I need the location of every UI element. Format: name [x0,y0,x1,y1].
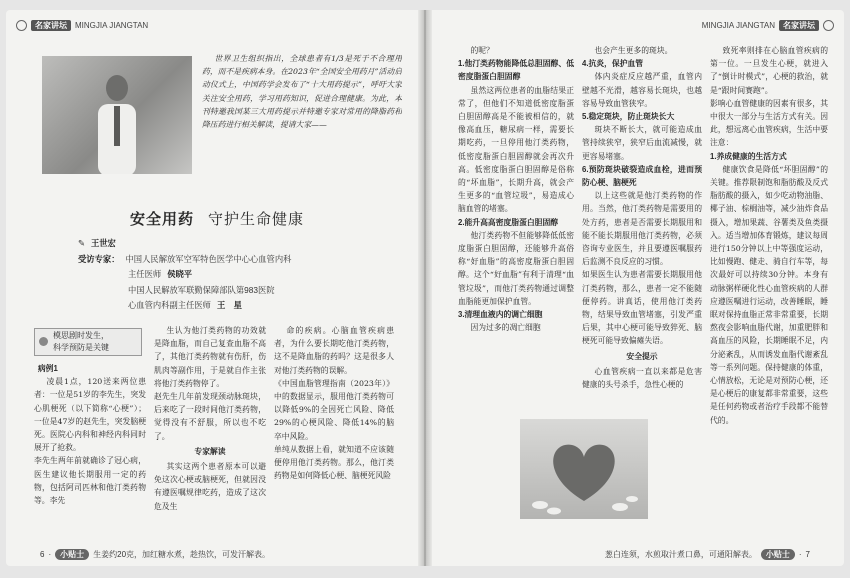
page-number: 6 [40,550,45,559]
left-footer: 6 · 小贴士 生姜约20克，加红糖水煮，趁热饮，可发汗解表。 [40,550,271,559]
section-subtitle: MINGJIA JIANGTAN [75,20,149,30]
section-callout: 模思剧时发生， 科学预防是关键 [34,328,142,356]
expert-name2: 王 星 [216,300,242,311]
point-6-heading: 6.预防斑块破裂造成血栓，进而预防心梗、脑梗死 [582,164,702,188]
point-5-heading: 5.稳定斑块，防止斑块长大 [582,112,675,122]
section-subtitle: MINGJIA JIANGTAN [701,20,775,30]
left-col1: 病例1 凌晨1点，120送来两位患者：一位是51岁的李先生，突发心肌梗死（以下简称“心梗”）；一位是47岁的赵先生，突发脑梗死。医院心内科和神经内科同时展开了抢救。 李先生两年前就确诊了冠心病，医生建议他长期服用一定的药物，包括阿司匹林和他汀类药物等。李先 [34,364,146,506]
expert-line1: 中国人民解放军空军特色医学中心心血管内科 [125,253,292,264]
headline-subtitle: 守护生命健康 [208,211,305,228]
left-header [16,18,148,32]
page-gutter [418,10,432,566]
section-tag: 名家讲坛 [779,20,819,31]
point-4-heading: 4.抗炎，保护血管 [582,59,644,69]
expert-line4a: 心血管内科副主任医师 [128,300,211,311]
doctor-figure-icon [90,68,144,174]
heart-pills-icon [520,419,648,519]
point-1-heading: 1.他汀类药物能降低总胆固醇、低密度脂蛋白胆固醇 [458,59,574,82]
right-page [432,10,844,566]
right-col2: 也会产生更多的斑块。 4.抗炎，保护血管 体内炎症反应越严重，血管内壁越不光滑，越容易长斑块，也越容易导致血管狭窄。 5.稳定斑块，防止斑块长大 斑块不断长大，就可能造成血管持续狭窄，狭窄后血流减慢，就更容易堵塞。 6.预防斑块破裂造成血栓，进而预防心梗、脑梗死 以上这些就是他汀类药物的作用。当然，他汀类药物是需要用的处方药，患者是否需要长期服用和能不能长期服用他汀类药物，必须咨询专业医生，并且要遵医嘱服药后监测不良反应的习惯。 如果医生认为患者需要长期服用他汀类药物，那么，患者一定不能随便停药。讲真话，使用他汀类药物，结果导致血管堵塞，引发严重后果，其中心梗可能导致猝死、脑梗死可能导致偏瘫失语。 安全提示 心血管疾病一直以来都是危害健康的头号杀手，急性心梗的 [582,46,702,390]
expert-interpretation-heading: 专家解读 [194,446,226,456]
article-headline: 安全用药 守护生命健康 [130,211,305,228]
intro-text: 世界卫生组织指出，全球患者有1/3是死于不合理用药，而不是疾病本身。在2023年“全国安全用药月”活动启动仪式上，中国药学会发布了“十大用药提示”，呼吁大家关注安全用药，学习用药知识，促进合理健康。为此，本刊特邀我国某三大用药提示并特邀专家对常用的降脂药和降压药进行相关解读，提请大家—— [202,54,402,130]
right-footer: 葱白连须，水煎取汁煮口鼻，可通阳解表。 小贴士 · 7 [604,550,810,559]
author-info [78,236,291,314]
expert-line2a: 主任医师 [128,269,162,280]
page-number: 7 [805,550,810,559]
tip-pill: 小贴士 [55,549,89,560]
right-header [702,18,834,32]
left-page [6,10,418,566]
expert-line3: 中国人民解放军联勤保障部队第983医院 [128,284,275,295]
expert-name1: 侯晓平 [167,269,193,280]
right-col3: 致死率则排在心脑血管疾病的第一位。一旦发生心梗，就进入了“倒计时模式”，心梗的救治，就是“跟时间赛跑”。 影响心血管健康的因素有很多，其中很大一部分与生活方式有关。因此，想远离心血管疾病，生活中要注意： 1.养成健康的生活方式 健康饮食是降低“坏胆固醇”的关键。推荐限制饱和脂肪酸及反式脂肪酸的摄入，如少吃动物油脂、椰子油、棕榈油等，减少油炸食品摄入，增加果蔬、谷薯类及鱼类摄入。适当增加体育锻炼，建议每周进行150分钟以上中等强度运动，比如慢跑、健走、骑自行车等，每次最好可以持续30分钟。本身有动脉粥样硬化性心血管疾病的人群应遵医嘱进行运动，改善睡眠，睡眠对保持血脂正常非常重要，长期熬夜会影响血脂代谢，加重肥胖和高血压的风险，长期睡眠不足，内分泌紊乱，从而诱发血脂代谢紊乱等一系列问题。保持健康的体重，心情放松，无论是对预防心梗，还是心梗后的康复都非常重要，这些是任何药物或者治疗手段都不能替代的。 [710,46,828,425]
section-tag: 名家讲坛 [31,20,71,31]
case-title: 病例1 [37,364,58,373]
left-col2: 生认为他汀类药物的功效就是降血脂，而自己复查血脂不高了，其他汀类药物就有伤肝，伤肌肉等副作用，于是就自作主张将他汀类药物停了。 赵先生几年前发现颈动脉斑块，后来吃了一段时间他汀类药物，觉得没有不舒服，所以也不吃了。 专家解读 其实这两个患者原本可以避免这次心梗或脑梗死，但就因没有遵医嘱规律吃药，造成了这次危及生 [154,326,266,511]
point-2-heading: 2.能升高高密度脂蛋白胆固醇 [458,217,559,227]
tip-pill: 小贴士 [761,549,795,560]
pen-icon: ✎ [78,238,85,248]
expert-label: 受访专家： [78,253,120,264]
right-col1: 的呢？ 1.他汀类药物能降低总胆固醇、低密度脂蛋白胆固醇 虽然这两位患者的血脂结果正常了，但他们不知道低密度脂蛋白胆固醇高是不能被相信的，就像高血压，糖尿病一样，需要长期吃药，一旦停用他汀类药物，低密度脂蛋白胆固醇就会再次升高。低密度脂蛋白胆固醇是俗称的“坏血脂”，长期升高，就会产生更多的“血管垃圾”，易造成心脑血管的堵塞。 2.能升高高密度脂蛋白胆固醇 他汀类药物不但能够降低低密度脂蛋白胆固醇，还能够升高俗称“好血脂”的高密度脂蛋白胆固醇。这个“好血脂”有利于清理“血管垃圾”，而他汀类药物通过调整血脂能更加保护血管。 3.清理血液内的调亡细胞 因为过多的凋亡细胞 [458,46,574,333]
lifestyle-heading: 1.养成健康的生活方式 [710,151,787,161]
footer-tip: 生姜约20克，加红糖水煮，趁热饮，可发汗解表。 [93,550,271,559]
safety-tip-heading: 安全提示 [626,351,658,361]
author-name: 王世宏 [90,238,116,248]
heart-logo-icon [16,20,27,31]
footer-tip: 葱白连须，水煎取汁煮口鼻，可通阳解表。 [604,550,757,559]
point-3-heading: 3.清理血液内的调亡细胞 [458,310,543,320]
bullet-icon [39,337,48,346]
doctor-photo [42,56,192,174]
heart-photo [520,419,648,519]
left-col3: 命的疾病。心脑血管疾病患者，为什么要长期吃他汀类药物，这不是降血脂的药吗？这是很多人对他汀类药物的误解。 《中国血脂管理指南（2023年）》中的数据显示，服用他汀类药物可以降低9%的全因死亡风险、降低29%的心梗风险、降低14%的脑卒中风险。 单纯从数据上看，就知道不应该随便停用他汀类药物。那么，他汀类药物是如何降低心梗、脑梗死风险 [274,326,394,481]
heart-logo-icon [823,20,834,31]
